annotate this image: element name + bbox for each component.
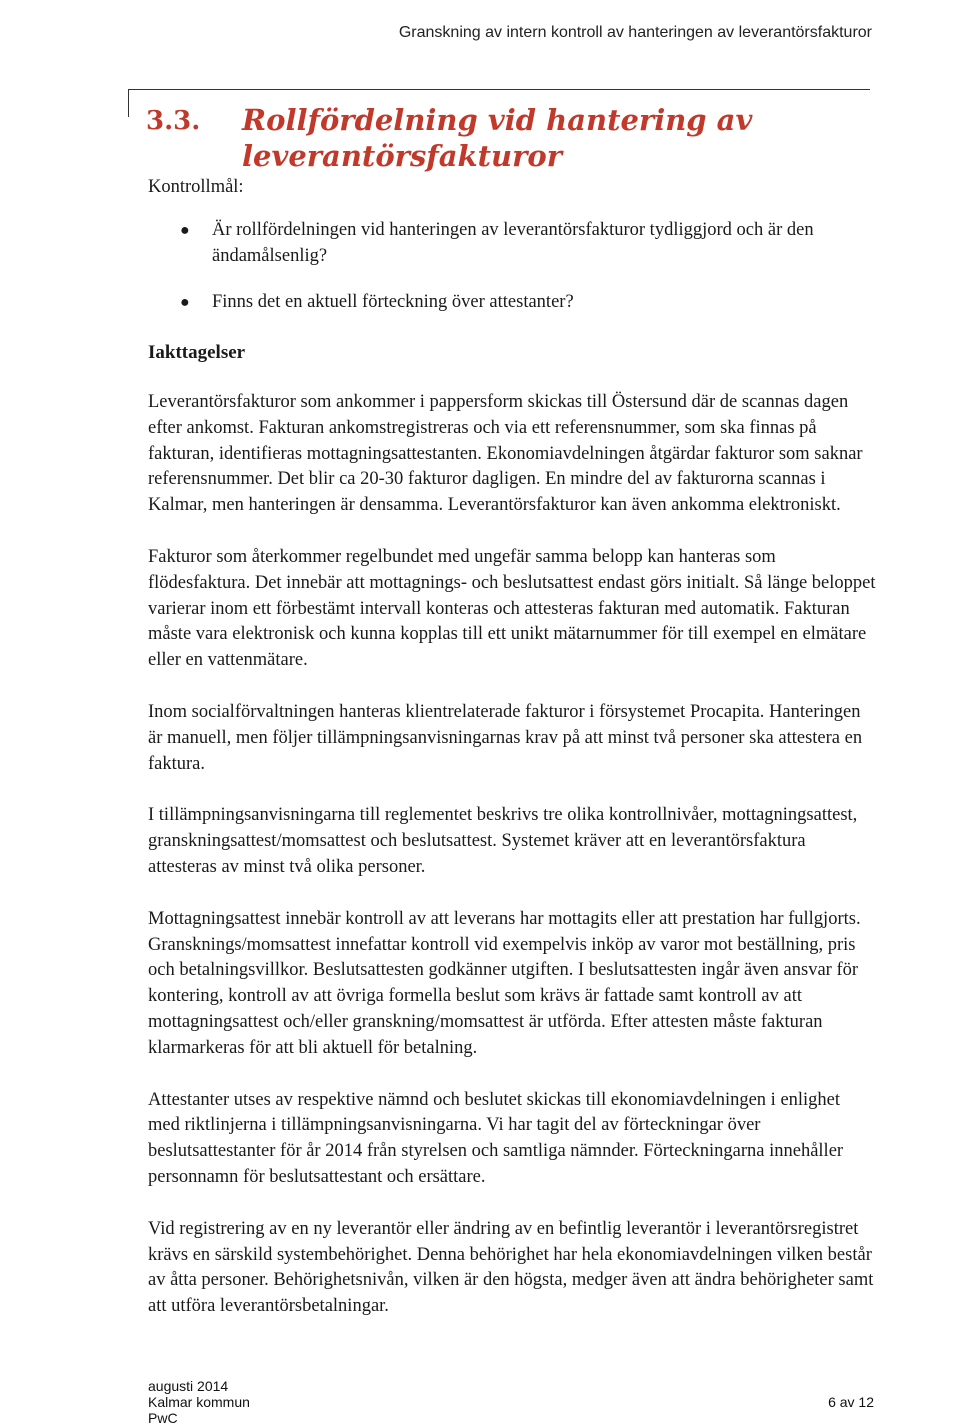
paragraph: Mottagningsattest innebär kontroll av att leverans har mottagits eller att prestation har fullgjorts. Gransknings/momsattest innefattar kontroll vid exempelvis inköp av varor mot beställning, pris och betalningsvillkor. Beslutsattesten godkänner utgiften. I beslutsattesten ingår även ansvar för kontering, kontroll av att övriga formella beslut som krävs är fattade samt kontroll av att mottagningsattest och/eller granskning/momsattest är utförda. Efter attesten måste fakturan klarmarkeras för att bli aktuell för betalning. bbox=[148, 908, 861, 1058]
footer-organization: Kalmar kommun bbox=[148, 1394, 250, 1410]
paragraph: Leverantörsfakturor som ankommer i pappersform skickas till Östersund där de scannas dagen efter ankomst. Fakturan ankomstregistreras och via ett referensnummer, som ska finnas på fakturan, identifieras mottagningsattestanten. Ekonomiavdelningen åtgärdar fakturor som saknar referensnummer. Det blir ca 20-30 fakturor dagligen. En mindre del av fakturorna scannas i Kalmar, men hanteringen är densamma. Leverantörsfakturor kan även ankomma elektroniskt. bbox=[148, 392, 863, 516]
section-title: Rollfördelning vid hantering av leverantörsfakturor bbox=[242, 103, 753, 173]
footer-date: augusti 2014 bbox=[148, 1378, 229, 1394]
paragraph: Fakturor som återkommer regelbundet med ungefär samma belopp kan hanteras som flödesfaktura. Det innebär att mottagnings- och beslutsattest endast görs initialt. Så länge beloppet varierar inom ett förbestämt intervall konteras och attesteras fakturan med automatik. Fakturan måste vara elektronisk och kunna kopplas till ett unikt mätarnummer för till exempel en elmätare eller en vattenmätare. bbox=[148, 546, 876, 671]
header-rule-tick bbox=[128, 89, 129, 117]
paragraph: Vid registrering av en ny leverantör eller ändring av en befintlig leverantör i leverantörsregistret krävs en särskild systembehörighet. Denna behörighet har hela ekonomiavdelningen vilken består av åtta personer. Behörighetsnivån, vilken är den högsta, medger även att ändra behörigheter samt att utföra leverantörsbetalningar. bbox=[148, 1218, 874, 1317]
paragraph: Attestanter utses av respektive nämnd och beslutet skickas till ekonomiavdelningen i enlighet med riktlinjerna i tillämpningsanvisningarna. Vi har tagit del av förteckningar över beslutsattestanter för år 2014 från styrelsen och samtliga nämnder. Förteckningarna innehåller personnamn för beslutsattestant och ersättare. bbox=[148, 1089, 844, 1187]
observations-heading: Iakttagelser bbox=[148, 342, 246, 363]
header-rule bbox=[128, 89, 870, 90]
control-goal-list bbox=[148, 218, 868, 335]
page-number: 6 av 12 bbox=[828, 1394, 874, 1410]
control-goal-item bbox=[148, 218, 868, 270]
observations-body bbox=[148, 390, 876, 1346]
control-goal-label: Kontrollmål: bbox=[148, 177, 244, 197]
control-goal-item bbox=[148, 290, 868, 316]
section-number: 3.3. bbox=[146, 106, 201, 136]
control-goal-text: Finns det en aktuell förteckning över attestanter? bbox=[212, 291, 574, 312]
page-footer bbox=[148, 1378, 874, 1426]
paragraph: Inom socialförvaltningen hanteras klientrelaterade fakturor i försystemet Procapita. Hanteringen är manuell, men följer tillämpningsanvisningarnas krav på att minst två personer ska attestera en faktura. bbox=[148, 701, 863, 774]
bullet-icon: ● bbox=[180, 222, 190, 239]
control-goal-text: Är rollfördelningen vid hanteringen av leverantörsfakturor tydliggjord och är den ändamålsenlig? bbox=[212, 220, 814, 266]
footer-firm: PwC bbox=[148, 1410, 178, 1426]
paragraph: I tillämpningsanvisningarna till reglementet beskrivs tre olika kontrollnivåer, mottagningsattest, granskningsattest/momsattest och beslutsattest. Systemet kräver att en leverantörsfaktura attesteras av minst två olika personer. bbox=[148, 805, 858, 877]
running-header: Granskning av intern kontroll av hanteringen av leverantörsfakturor bbox=[398, 24, 872, 41]
bullet-icon: ● bbox=[180, 293, 190, 311]
